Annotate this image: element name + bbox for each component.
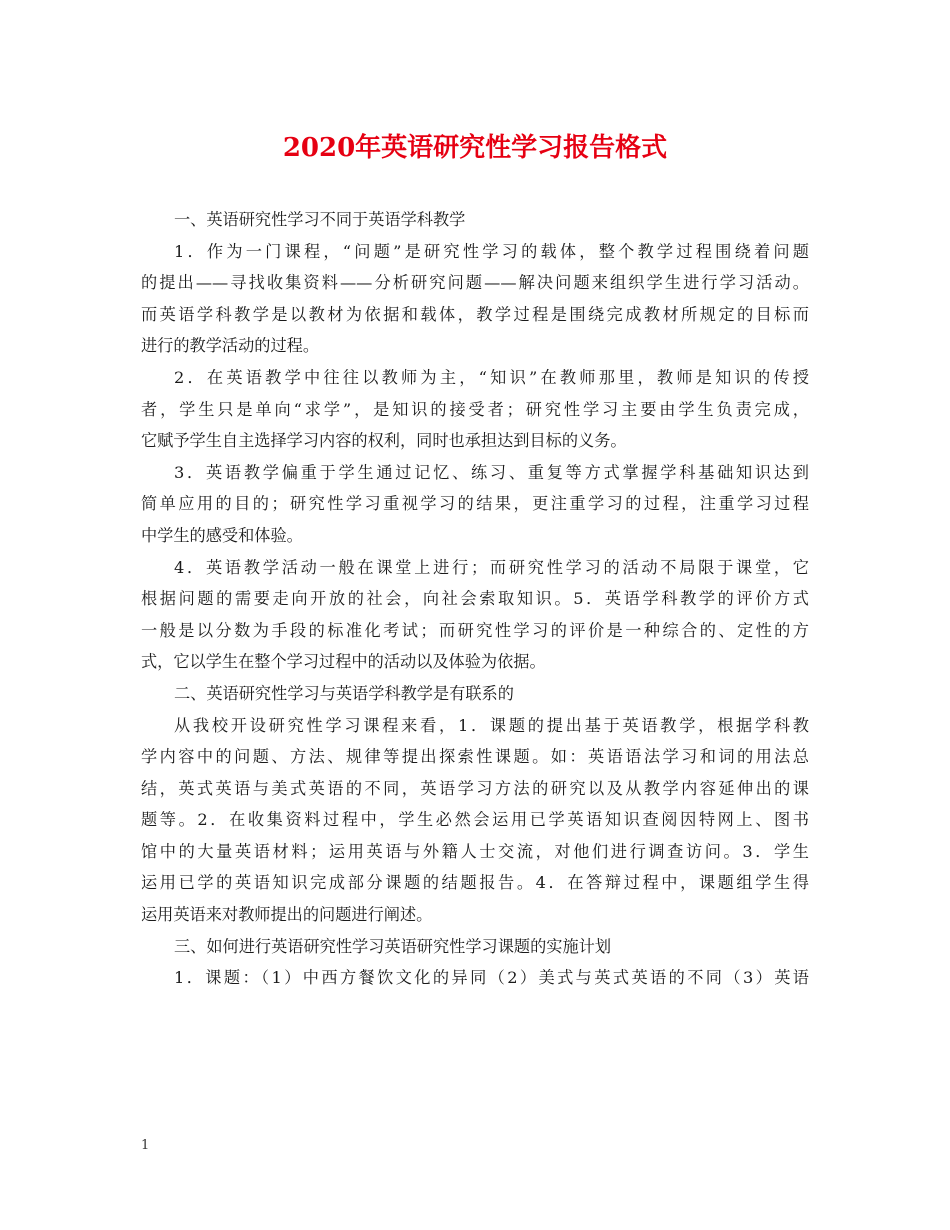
body-text-line: 三、如何进行英语研究性学习英语研究性学习课题的实施计划 xyxy=(174,936,612,956)
body-text-line: 根据问题的需要走向开放的社会，向社会索取知识。5．英语学科教学的评价方式 xyxy=(141,589,809,609)
body-text-line: 式，它以学生在整个学习过程中的活动以及体验为依据。 xyxy=(141,652,546,672)
body-text-line: 学内容中的问题、方法、规律等提出探索性课题。如：英语语法学习和词的用法总 xyxy=(141,747,809,767)
body-text-line: 从我校开设研究性学习课程来看，1．课题的提出基于英语教学，根据学科教 xyxy=(174,715,809,735)
body-text-line: 简单应用的目的；研究性学习重视学习的结果，更注重学习的过程，注重学习过程 xyxy=(141,494,809,514)
body-text-line: 馆中的大量英语材料；运用英语与外籍人士交流，对他们进行调查访问。3．学生 xyxy=(141,841,809,861)
body-text-line: 3．英语教学偏重于学生通过记忆、练习、重复等方式掌握学科基础知识达到 xyxy=(174,462,809,482)
body-text-line: 一、英语研究性学习不同于英语学科教学 xyxy=(174,210,466,229)
body-text-line: 运用已学的英语知识完成部分课题的结题报告。4．在答辩过程中，课题组学生得 xyxy=(141,873,809,893)
body-text-line: 一般是以分数为手段的标准化考试；而研究性学习的评价是一种综合的、定性的方 xyxy=(141,620,809,640)
body-text-line: 1．课题：（1）中西方餐饮文化的异同（2）美式与英式英语的不同（3）英语 xyxy=(174,968,809,988)
body-text-line: 结，英式英语与美式英语的不同，英语学习方法的研究以及从教学内容延伸出的课 xyxy=(141,778,809,798)
page-number: 1 xyxy=(141,1138,150,1153)
body-text-line: 进行的教学活动的过程。 xyxy=(141,336,320,356)
body-text-line: 二、英语研究性学习与英语学科教学是有联系的 xyxy=(174,683,514,703)
body-text-line: 中学生的感受和体验。 xyxy=(141,525,303,545)
body-text-line: 4．英语教学活动一般在课堂上进行；而研究性学习的活动不局限于课堂，它 xyxy=(174,557,809,577)
body-text-line: 2．在英语教学中往往以教师为主，“知识”在教师那里，教师是知识的传授 xyxy=(174,367,809,387)
body-text-line: 1．作为一门课程，“问题”是研究性学习的载体，整个教学过程围绕着问题 xyxy=(174,241,809,261)
body-text-line: 它赋予学生自主选择学习内容的权利，同时也承担达到目标的义务。 xyxy=(141,431,627,451)
body-text-line: 的提出——寻找收集资料——分析研究问题——解决问题来组织学生进行学习活动。 xyxy=(141,273,809,293)
body-text-line: 题等。2．在收集资料过程中，学生必然会运用已学英语知识查阅因特网上、图书 xyxy=(141,810,809,830)
document-body xyxy=(141,204,809,994)
body-text-line: 者，学生只是单向“求学”，是知识的接受者；研究性学习主要由学生负责完成， xyxy=(141,399,809,419)
body-text-line: 而英语学科教学是以教材为依据和载体，教学过程是围绕完成教材所规定的目标而 xyxy=(141,304,809,324)
body-text-line: 运用英语来对教师提出的问题进行阐述。 xyxy=(141,905,433,925)
document-title: 2020年英语研究性学习报告格式 xyxy=(282,133,668,163)
